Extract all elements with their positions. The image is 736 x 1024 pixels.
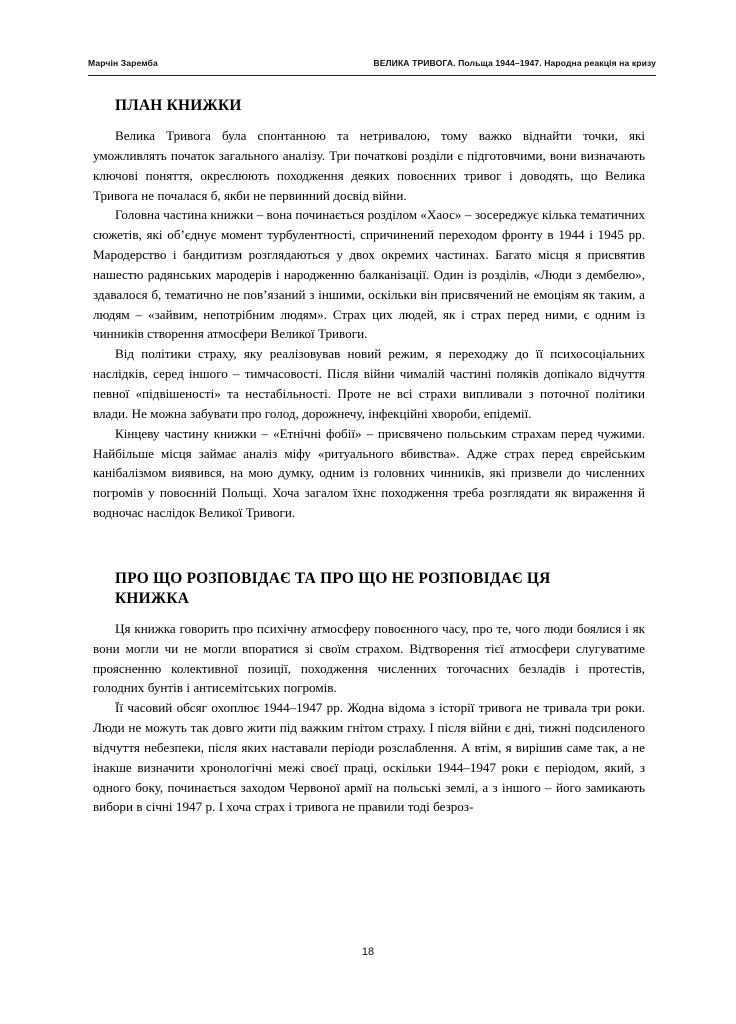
paragraph: Ця книжка говорить про психічну атмосферу повоєнного часу, про те, чого люди боялися і як вони могли чи не могли впоратися зі своїм страхом. Відтворення тієї атмосфери слугуватиме проясненню колективної позиції, походження численних тогочасних безладів і протестів, голодних бунтів і антисемітських погромів. — [93, 620, 645, 696]
running-head-title: ВЕЛИКА ТРИВОГА. Польща 1944–1947. Народна реакція на кризу — [373, 58, 656, 68]
text-column — [93, 96, 645, 817]
paragraph: Від політики страху, яку реалізовував новий режим, я переходжу до її психосоціальних наслідків, серед іншого – тимчасовості. Після війни чималій частині поляків допікало відчуття певної «підвішеності» та нестабільності. Проте не всі страхи випливали з поточної політики влади. Не можна забувати про голод, дорожнечу, інфекційні хвороби, епідемії. — [93, 346, 645, 421]
running-head — [88, 58, 656, 68]
running-head-author: Марчін Заремба — [88, 58, 158, 68]
paragraph: Її часовий обсяг охоплює 1944–1947 рр. Жодна відома з історії тривога не тривала три роки. Люди не можуть так довго жити під важким гнітом страху. І після війни є дні, тижні подсиленого відчуття небезпеки, після яких наставали періоди розслаблення. А втім, я вирішив саме так, а не інакше визначити хронологічні межі своєї праці, оскільки 1944–1947 роки є періодом, який, з одного боку, починається заходом Червоної армії на польські землі, а з іншого – його замикають вибори в січні 1947 р. І хоча страх і тривога не правили тоді безроз- — [93, 700, 645, 815]
header-rule-divider — [88, 75, 656, 76]
section-heading-pro-shcho-rozpovidaye: ПРО ЩО РОЗПОВІДАЄ ТА ПРО ЩО НЕ РОЗПОВІДАЄ ЦЯ КНИЖКА — [115, 569, 551, 607]
paragraph: Кінцеву частину книжки – «Етнічні фобії» – присвячено польським страхам перед чужими. Найбільше місця займає аналіз міфу «ритуального вбивства». Адже страх перед єврейським канібалізмом виявився, на мою думку, одним із головних чинників, які призвели до численних погромів у повоєнній Польщі. Хоча загалом їхнє походження треба розглядати як вираження й водночас наслідок Великої Тривоги. — [93, 425, 645, 521]
section-heading-plan-knyzhky: ПЛАН КНИЖКИ — [115, 97, 242, 114]
paragraph: Велика Тривога була спонтанною та нетривалою, тому важко віднайти точки, які уможливлять початок загального аналізу. Три початкові розділи є підготовчими, вони визначають ключові поняття, окреслюють походження деяких повоєнних тривог і доводять, що Велика Тривога не почалася б, якби не первинний досвід війни. — [93, 128, 645, 203]
paragraph: Головна частина книжки – вона починається розділом «Хаос» – зосереджує кілька тематичних сюжетів, які об’єднує момент турбулентності, спричинений переходом фронту в 1944 і 1945 рр. Мародерство і бандитизм розглядаються у двох окремих частинах. Багато місця я присвятив нашестю радянських мародерів і народженню балканізації. Один із розділів, «Люди з дембелю», здавалося б, тематично не пов’язаний з іншими, оскільки він присвячений не емоціям як таким, а людям – «зайвим, непотрібним людям». Страх цих людей, як і страх перед ними, є одним із чинників створення атмосфери Великої Тривоги. — [93, 207, 645, 342]
page-number: 18 — [361, 946, 375, 958]
